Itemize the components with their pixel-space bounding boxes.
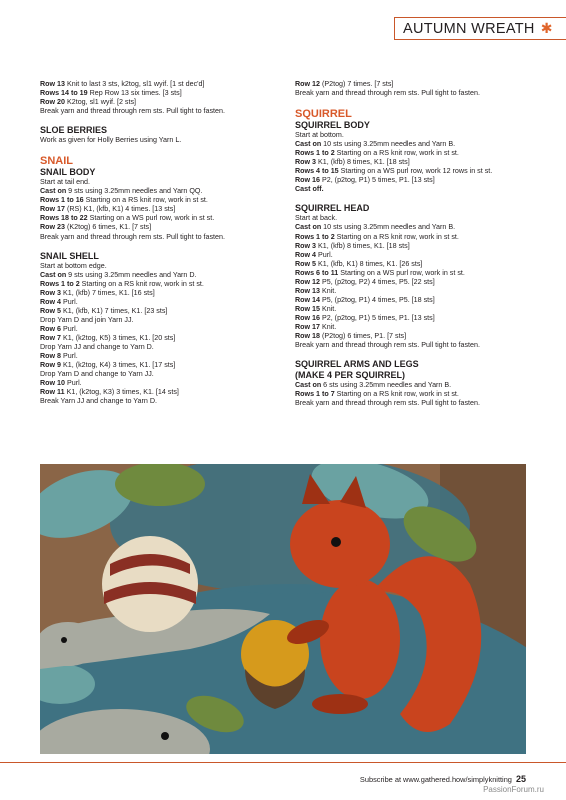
row-instruction: Knit. [320, 322, 337, 331]
right-column [295, 80, 531, 408]
pattern-line [295, 381, 531, 390]
pattern-line [40, 316, 288, 325]
row-instruction: K1, (k2tog, K5) 3 times, K1. [20 sts] [61, 333, 176, 342]
pattern-line [295, 167, 531, 176]
row-instruction: Starting on a RS knit row, work in st st. [334, 149, 459, 158]
row-instruction: Starting on a RS knit row, work in st st. [79, 279, 204, 288]
pattern-line [295, 251, 531, 260]
row-label: Row 13 [295, 286, 320, 295]
row-instruction: Starting on a RS knit row, work in st st. [334, 390, 459, 399]
wreath-photo-illustration [40, 464, 526, 754]
snail-eye [61, 637, 67, 643]
row-instruction: Drop Yarn JJ and change to Yarn D. [40, 342, 154, 351]
row-instruction: Purl. [316, 250, 333, 259]
row-instruction: Knit to last 3 sts, k2tog, sl1 wyif. [1 st dec'd] [65, 80, 205, 88]
row-instruction: Break yarn and thread through rem sts. Pull tight to fasten. [40, 107, 225, 116]
section-heading: SNAIL [40, 155, 73, 168]
row-instruction: Break yarn and thread through rem sts. Pull tight to fasten. [295, 341, 480, 350]
pattern-line [295, 223, 531, 232]
row-instruction: Break yarn and thread through rem sts. Pull tight to fasten. [295, 399, 480, 408]
row-label: Row 16 [295, 176, 320, 185]
row-label: Rows 6 to 11 [295, 268, 339, 277]
row-label: Row 12 [295, 277, 320, 286]
pattern-line [40, 352, 288, 361]
pattern-line [40, 98, 288, 107]
row-label: Row 3 [295, 158, 317, 167]
pattern-line [295, 149, 531, 158]
pattern-line [295, 214, 531, 223]
pattern-line [295, 260, 531, 269]
row-instruction: Rep Row 13 six times. [3 sts] [87, 89, 182, 98]
row-label: Row 18 [295, 332, 320, 341]
pattern-line [295, 341, 531, 350]
pattern-line [295, 278, 531, 287]
wreath-photo [40, 464, 526, 754]
row-label: Row 6 [40, 324, 62, 333]
subheading: SLOE BERRIES [40, 125, 108, 136]
pattern-line [40, 214, 288, 223]
row-instruction: P5, (p2tog, P2) 4 times, P5. [22 sts] [320, 277, 435, 286]
row-instruction: Purl. [61, 297, 78, 306]
row-instruction: Work as given for Holly Berries using Yarn L. [40, 136, 182, 145]
pattern-line [295, 89, 531, 98]
subheading: (MAKE 4 PER SQUIRREL) [295, 370, 406, 381]
pattern-line [40, 196, 288, 205]
pattern-line [295, 140, 531, 149]
pattern-line [295, 242, 531, 251]
row-label: Rows 18 to 22 [40, 214, 88, 223]
pattern-line [40, 307, 288, 316]
row-label: Row 23 [40, 223, 65, 232]
row-instruction: 6 sts using 3.25mm needles and Yarn B. [321, 381, 452, 390]
row-label: Rows 1 to 2 [40, 279, 80, 288]
pattern-line [40, 289, 288, 298]
pattern-line [40, 343, 288, 352]
row-label: Rows 1 to 2 [295, 232, 335, 241]
section-title: AUTUMN WREATH [403, 20, 535, 37]
row-label: Rows 4 to 15 [295, 167, 339, 176]
row-label: Cast on [295, 140, 322, 149]
row-instruction: Break yarn and thread through rem sts. Pull tight to fasten. [295, 89, 480, 98]
row-instruction: Starting on a RS knit row, work in st st. [83, 196, 208, 205]
row-instruction: K1, (k2tog, K3) 3 times, K1. [14 sts] [64, 388, 179, 397]
spacer [40, 145, 288, 154]
row-instruction: K1, (kfb) 7 times, K1. [16 sts] [61, 288, 155, 297]
pattern-line [295, 80, 531, 89]
row-instruction: K1, (kfb) 8 times, K1. [18 sts] [316, 241, 410, 250]
subheading: SNAIL BODY [40, 167, 96, 178]
row-label: Row 8 [40, 352, 62, 361]
pattern-line [40, 223, 288, 232]
spacer [295, 350, 531, 359]
row-instruction: Knit. [320, 304, 337, 313]
row-instruction: Purl. [65, 379, 82, 388]
row-instruction: Starting on a WS purl row, work in st st. [87, 214, 215, 223]
subheading: SQUIRREL BODY [295, 120, 370, 131]
row-label: Row 16 [295, 313, 320, 322]
pattern-line [295, 185, 531, 194]
pattern-line [295, 287, 531, 296]
row-instruction: (P2tog) 7 times. [7 sts] [320, 80, 394, 88]
pattern-line [295, 314, 531, 323]
pattern-line [40, 178, 288, 187]
row-instruction: K1, (k2tog, K4) 3 times, K1. [17 sts] [61, 361, 176, 370]
pattern-line [295, 131, 531, 140]
row-label: Cast on [40, 270, 67, 279]
pattern-line [295, 323, 531, 332]
leaf [115, 464, 205, 506]
squirrel-body [320, 579, 400, 699]
row-label: Row 13 [40, 80, 65, 88]
row-instruction: Knit. [320, 286, 337, 295]
pattern-line [40, 271, 288, 280]
pattern-line [295, 399, 531, 408]
row-label: Row 4 [295, 250, 317, 259]
row-label: Row 4 [40, 297, 62, 306]
pattern-line [40, 325, 288, 334]
row-instruction: Drop Yarn D and change to Yarn JJ. [40, 370, 154, 379]
spacer [295, 194, 531, 203]
pattern-line [40, 187, 288, 196]
pattern-line [295, 233, 531, 242]
pattern-line [40, 233, 288, 242]
row-instruction: 9 sts using 3.25mm needles and Yarn D. [66, 270, 197, 279]
pattern-line [295, 305, 531, 314]
row-instruction: (K2tog) 6 times, K1. [7 sts] [65, 223, 152, 232]
pattern-line [40, 89, 288, 98]
row-instruction: 10 sts using 3.25mm needles and Yarn B. [321, 223, 456, 232]
squirrel-leg [312, 694, 368, 714]
section-heading: SQUIRREL [295, 108, 352, 121]
row-label: Rows 1 to 7 [295, 390, 335, 399]
row-instruction: K1, (kfb) 8 times, K1. [18 sts] [316, 158, 410, 167]
row-instruction: 9 sts using 3.25mm needles and Yarn QQ. [66, 187, 203, 196]
subheading: SQUIRREL ARMS AND LEGS [295, 359, 419, 370]
row-label: Row 5 [40, 306, 62, 315]
subscribe-text: Subscribe at www.gathered.how/simplyknitting [359, 775, 512, 784]
row-instruction: (RS) K1, (kfb, K1) 4 times. [13 sts] [65, 205, 176, 214]
row-label: Row 3 [40, 288, 62, 297]
row-label: Rows 14 to 19 [40, 89, 88, 98]
row-instruction: Purl. [61, 324, 78, 333]
subheading: SNAIL SHELL [40, 250, 99, 261]
spacer [295, 98, 531, 107]
row-instruction: Break Yarn JJ and change to Yarn D. [40, 397, 157, 406]
section-header-tab [394, 17, 566, 40]
pattern-line [295, 390, 531, 399]
row-instruction: Start at back. [295, 214, 338, 223]
row-label: Row 11 [40, 388, 65, 397]
row-instruction: Start at bottom edge. [40, 261, 107, 270]
row-label: Cast off. [295, 185, 324, 194]
row-instruction: P2, (p2tog, P1) 5 times, P1. [13 sts] [320, 176, 435, 185]
pattern-line [40, 379, 288, 388]
pattern-line [295, 176, 531, 185]
pattern-line [40, 361, 288, 370]
pattern-line [40, 298, 288, 307]
pattern-line [40, 397, 288, 406]
row-label: Row 17 [295, 322, 320, 331]
row-label: Row 15 [295, 304, 320, 313]
bird-eye [161, 732, 169, 740]
row-instruction: Drop Yarn D and join Yarn JJ. [40, 315, 134, 324]
spacer [40, 242, 288, 251]
pattern-line [295, 296, 531, 305]
left-column [40, 80, 288, 406]
pattern-line [40, 136, 288, 145]
row-instruction: K1, (kfb, K1) 8 times, K1. [26 sts] [316, 259, 423, 268]
row-label: Cast on [295, 223, 322, 232]
row-label: Rows 1 to 2 [295, 149, 335, 158]
pattern-line [40, 334, 288, 343]
pattern-line [295, 332, 531, 341]
row-instruction: Break yarn and thread through rem sts. Pull tight to fasten. [40, 232, 225, 241]
pattern-line [40, 205, 288, 214]
spacer [40, 116, 288, 125]
row-label: Row 7 [40, 333, 62, 342]
row-instruction: 10 sts using 3.25mm needles and Yarn B. [321, 140, 456, 149]
pattern-line [40, 388, 288, 397]
row-instruction: (P2tog) 6 times, P1. [7 sts] [320, 332, 407, 341]
row-instruction: Starting on a WS purl row, work in st st. [338, 268, 465, 277]
row-instruction: P2, (p2tog, P1) 5 times, P1. [13 sts] [320, 313, 435, 322]
pattern-line [295, 158, 531, 167]
row-instruction: Start at tail end. [40, 178, 91, 187]
row-label: Row 5 [295, 259, 317, 268]
watermark-text: PassionForum.ru [483, 785, 544, 794]
row-instruction: Starting on a RS knit row, work in st st. [334, 232, 459, 241]
pattern-line [40, 80, 288, 89]
row-instruction: P5, (p2tog, P1) 4 times, P5. [18 sts] [320, 295, 435, 304]
pattern-line [40, 107, 288, 116]
squirrel-eye [331, 537, 341, 547]
pattern-line [40, 262, 288, 271]
subheading: SQUIRREL HEAD [295, 203, 370, 214]
row-label: Row 12 [295, 80, 320, 88]
row-instruction: Start at bottom. [295, 131, 344, 140]
row-label: Row 20 [40, 98, 65, 107]
asterisk-icon: ✱ [540, 20, 553, 36]
row-label: Cast on [40, 187, 67, 196]
pattern-line [40, 280, 288, 289]
page-number: 25 [515, 774, 526, 784]
row-label: Row 3 [295, 241, 317, 250]
row-label: Row 9 [40, 361, 62, 370]
row-instruction: K2tog, sl1 wyif. [2 sts] [65, 98, 137, 107]
row-label: Row 14 [295, 295, 320, 304]
pattern-line [295, 269, 531, 278]
pattern-line [40, 370, 288, 379]
row-label: Rows 1 to 16 [40, 196, 84, 205]
row-label: Row 10 [40, 379, 65, 388]
row-label: Row 17 [40, 205, 65, 214]
row-instruction: K1, (kfb, K1) 7 times, K1. [23 sts] [61, 306, 168, 315]
footer-rule [0, 762, 566, 763]
row-instruction: Starting on a WS purl row, work 12 rows in st st. [338, 167, 493, 176]
row-instruction: Purl. [61, 352, 78, 361]
footer [360, 774, 526, 784]
row-label: Cast on [295, 381, 322, 390]
